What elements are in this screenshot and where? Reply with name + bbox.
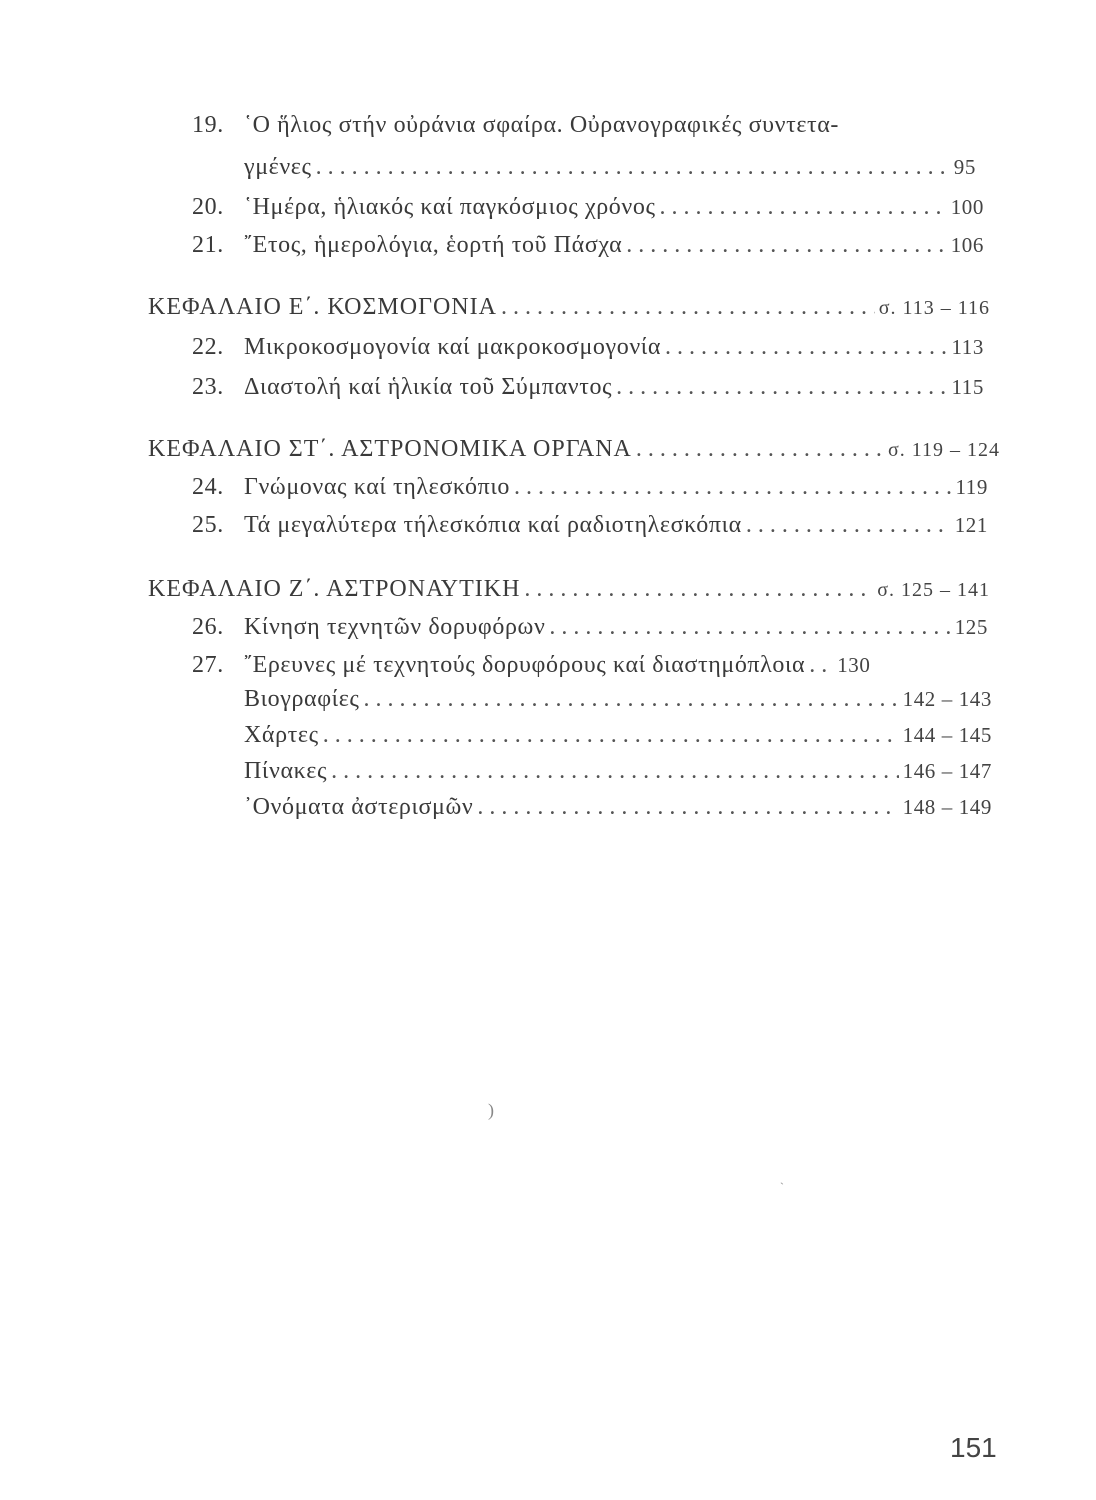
entry-page: 130 [837,653,871,677]
dot-leader [323,722,899,749]
toc-entry [192,512,988,539]
entry-number: 21. [192,232,224,258]
scan-speck: ) [488,1100,494,1120]
entry-number: 22. [192,334,224,360]
toc-entry [192,652,992,679]
entry-page: 106 [950,233,984,257]
dot-leader [549,614,950,641]
dot-leader [660,194,947,221]
dot-leader [316,154,950,181]
toc-entry [192,194,984,221]
page-number: 151 [950,1432,997,1463]
scan-speck: ` [780,1180,784,1194]
chapter-heading [148,436,1000,463]
dot-leader [616,374,947,401]
appendix-page-range: 142 – 143 [902,687,992,711]
dot-leader [626,232,946,259]
chapter-title: ΚΕΦΑΛΑΙΟ ΣΤ΄. ΑΣΤΡΟΝΟΜΙΚΑ ΟΡΓΑΝΑ [148,436,632,462]
appendix-entry [244,794,992,821]
dot-leader [331,758,899,785]
chapter-title: ΚΕΦΑΛΑΙΟ Ζ΄. ΑΣΤΡΟΝΑΥΤΙΚΗ [148,576,521,602]
entry-title: ῾Ο ἥλιος στήν οὐράνια σφαίρα. Οὐρανογραφικές συντετα- [244,112,840,138]
dot-leader [809,652,833,679]
chapter-heading [148,294,990,321]
entry-title: Μικροκοσμογονία καί μακροκοσμογονία [244,334,662,360]
entry-title: Διαστολή καί ἡλικία τοῦ Σύμπαντος [244,374,613,400]
toc-entry [192,374,984,401]
dot-leader [636,436,884,463]
entry-page: 113 [951,335,984,359]
entry-page: 119 [955,475,988,499]
entry-number: 19. [192,112,224,138]
entry-number: 23. [192,374,224,400]
entry-number: 27. [192,652,224,678]
appendix-title: Βιογραφίες [244,686,360,712]
appendix-entry [244,686,992,713]
entry-page: 125 [954,615,988,639]
toc-entry [192,232,984,259]
entry-number: 20. [192,194,224,220]
appendix-entry [244,758,992,785]
entry-page: 115 [951,375,984,399]
dot-leader [514,474,951,501]
entry-title: Κίνηση τεχνητῶν δορυφόρων [244,614,546,640]
dot-leader [364,686,899,713]
entry-page: 100 [950,195,984,219]
entry-number: 26. [192,614,224,640]
chapter-page-range: σ. 125 – 141 [877,579,990,601]
appendix-title: ᾿Ονόματα ἀστερισμῶν [244,794,474,820]
appendix-title: Πίνακες [244,758,328,784]
entry-page: 121 [954,513,988,537]
entry-title: Τά μεγαλύτερα τήλεσκόπια καί ραδιοτηλεσκόπια [244,512,742,538]
appendix-page-range: 148 – 149 [902,795,992,819]
toc-entry [192,112,992,139]
toc-entry [192,614,988,641]
toc-entry-continuation [244,154,976,181]
chapter-title: ΚΕΦΑΛΑΙΟ Ε΄. ΚΟΣΜΟΓΟΝΙΑ [148,294,497,320]
dot-leader [524,576,873,603]
entry-number: 25. [192,512,224,538]
dot-leader [477,794,898,821]
appendix-title: Χάρτες [244,722,319,748]
dot-leader [501,294,875,321]
chapter-page-range: σ. 119 – 124 [887,439,1000,461]
entry-page: 95 [953,155,976,179]
entry-number: 24. [192,474,224,500]
dot-leader [665,334,947,361]
chapter-page-range: σ. 113 – 116 [878,297,990,319]
appendix-entry [244,722,992,749]
entry-title: ῎Ετος, ἡμερολόγια, ἑορτή τοῦ Πάσχα [244,232,623,258]
appendix-page-range: 146 – 147 [902,759,992,783]
entry-title: γμένες [244,154,312,180]
appendix-page-range: 144 – 145 [902,723,992,747]
entry-title: Γνώμονας καί τηλεσκόπιο [244,474,511,500]
toc-entry [192,474,988,501]
entry-title: ῎Ερευνες μέ τεχνητούς δορυφόρους καί διαστημόπλοια [244,652,806,678]
dot-leader [746,512,951,539]
toc-entry [192,334,984,361]
chapter-heading [148,576,990,603]
entry-title: ῾Ημέρα, ἡλιακός καί παγκόσμιος χρόνος [244,194,656,220]
